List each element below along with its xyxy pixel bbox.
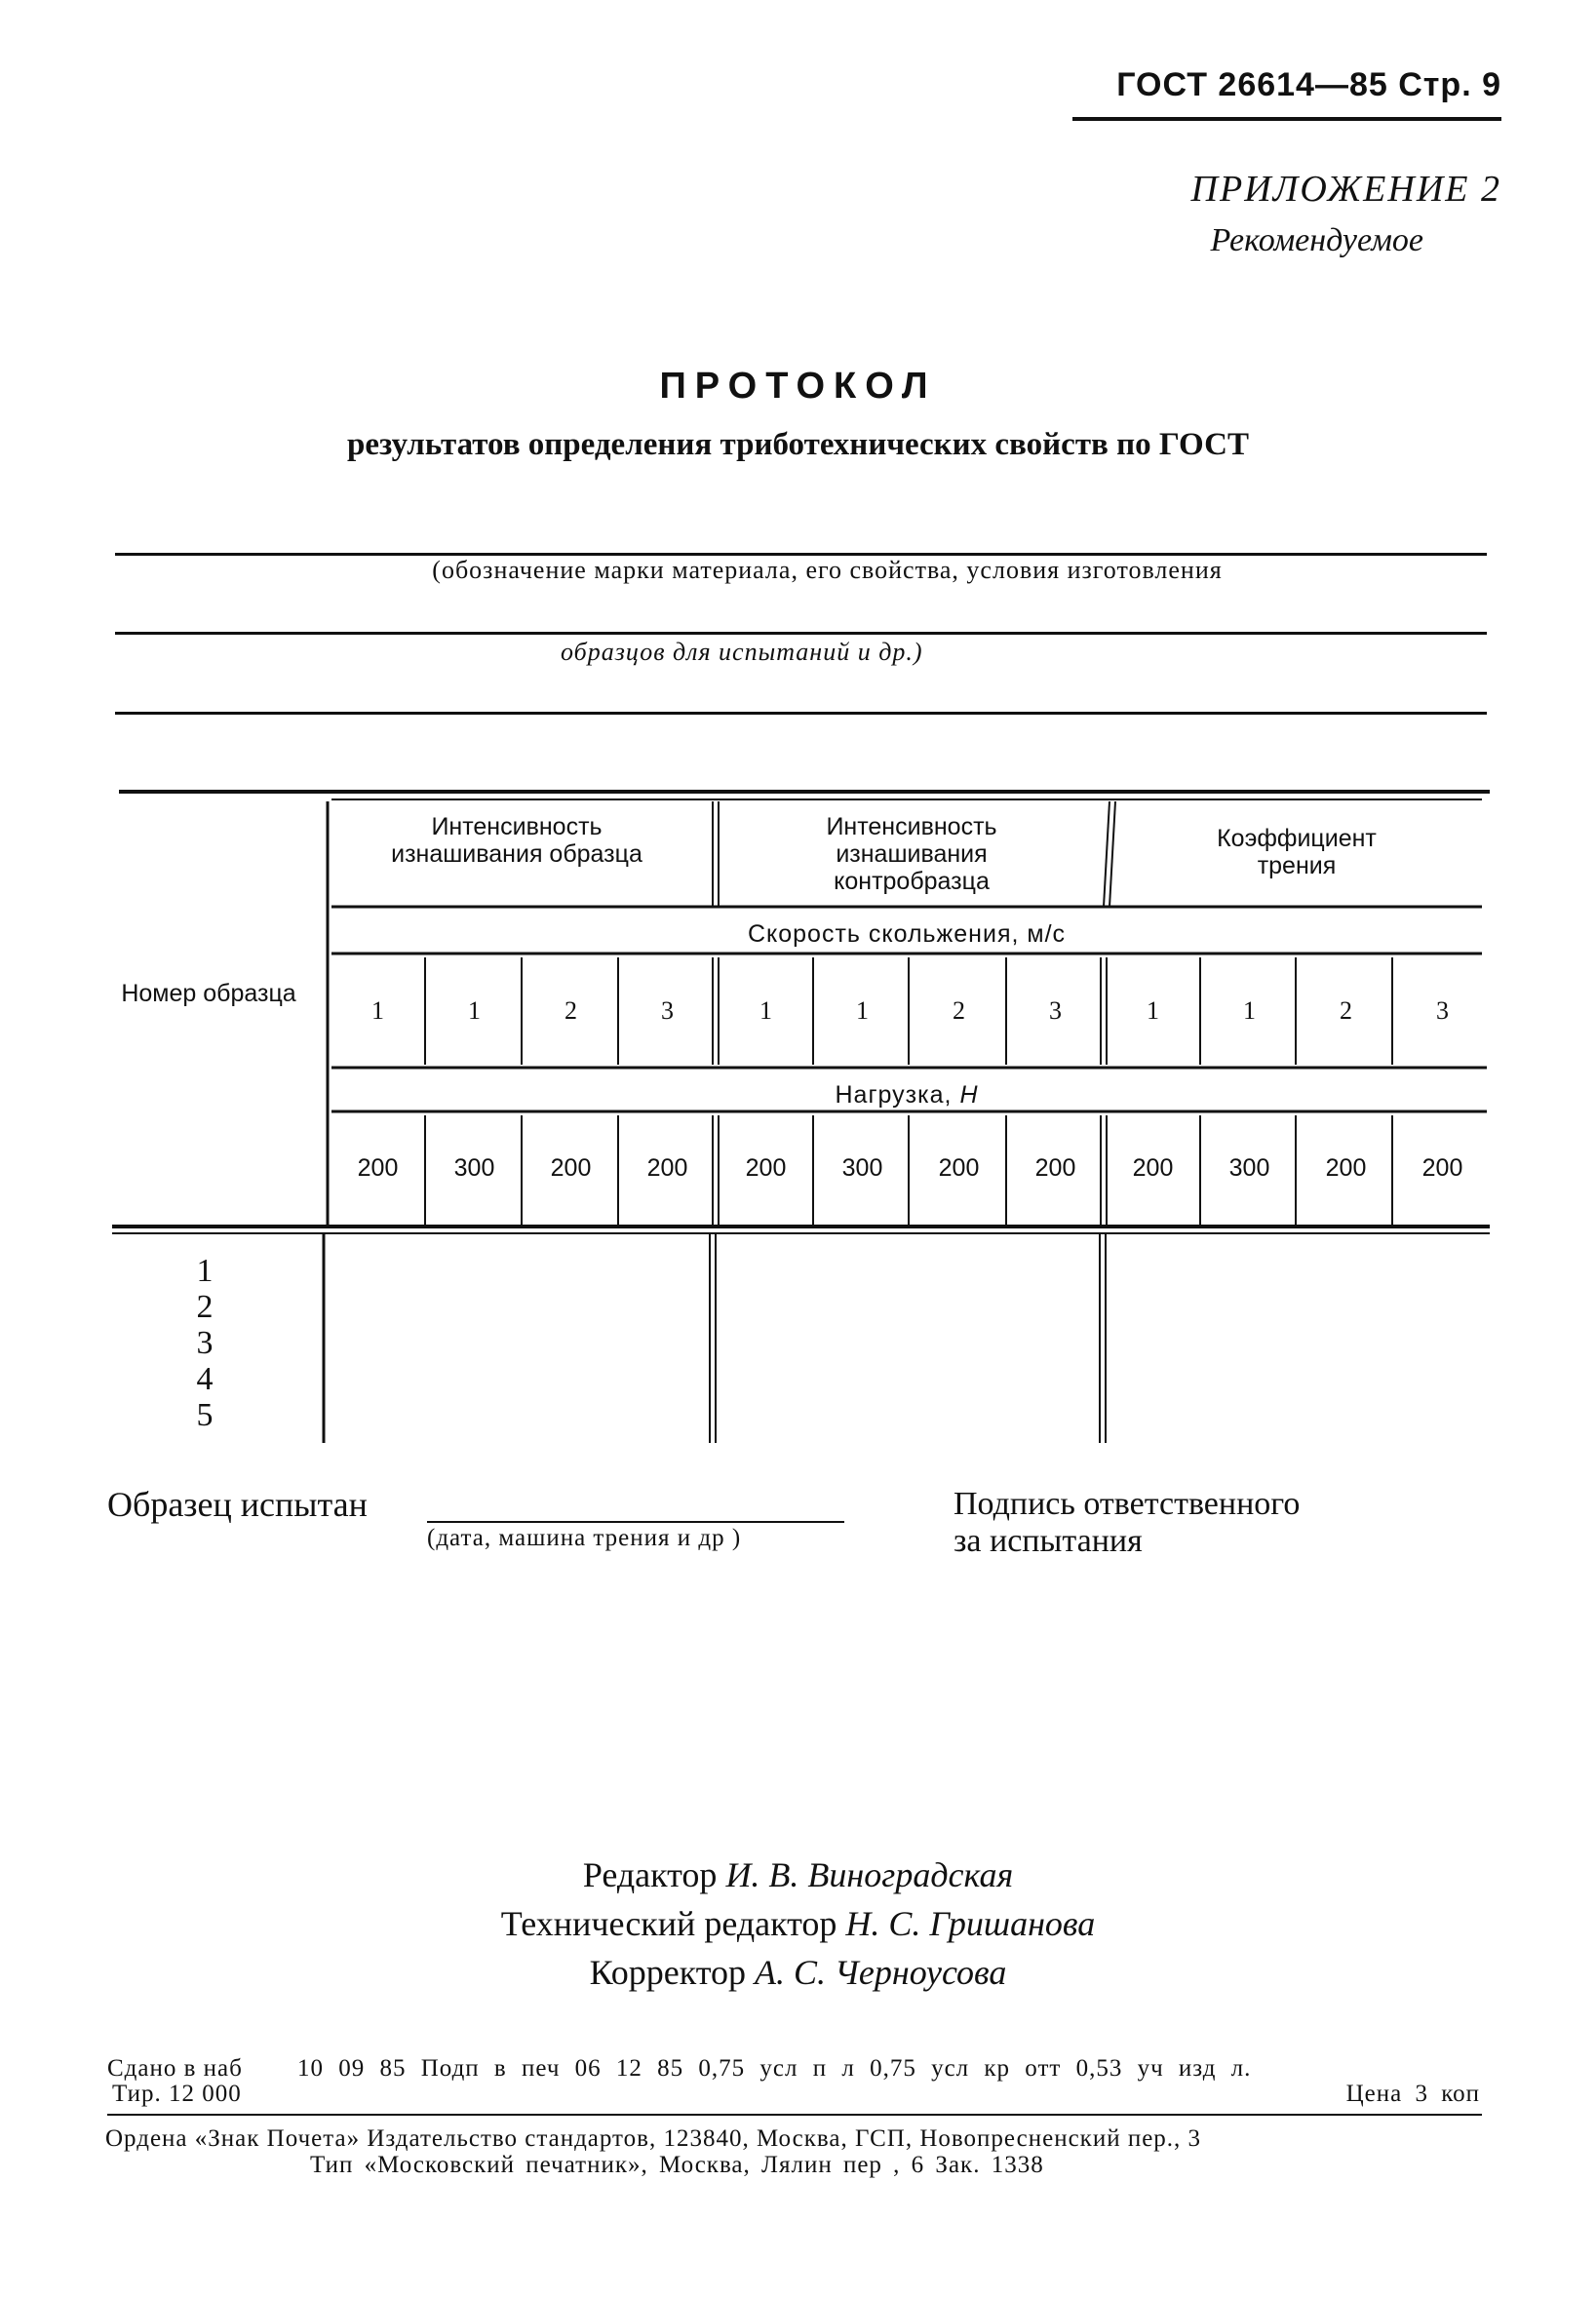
sample-number: 2 <box>196 1289 214 1325</box>
speed-value: 2 <box>564 996 577 1025</box>
responsible-signature-line2: за испытания <box>954 1523 1143 1559</box>
imprint-circulation: Тир. 12 000 <box>112 2081 242 2107</box>
load-value: 200 <box>357 1154 399 1182</box>
load-value: 300 <box>453 1154 495 1182</box>
material-caption-1: (обозначение марки материала, его свойства, условия изготовления <box>432 556 1223 584</box>
sample-number: 3 <box>196 1325 214 1361</box>
speed-value: 1 <box>1147 996 1159 1025</box>
speed-value: 3 <box>1049 996 1062 1025</box>
sample-number: 1 <box>196 1253 214 1289</box>
editor-name: И. В. Виноградская <box>725 1855 1014 1894</box>
tech-editor-name: Н. С. Гришанова <box>845 1904 1096 1943</box>
page-header-standard: ГОСТ 26614—85 Стр. 9 <box>1116 66 1501 103</box>
proofreader-name: А. С. Черноусова <box>755 1953 1007 1992</box>
speed-value: 2 <box>953 996 965 1025</box>
load-value: 200 <box>1325 1154 1367 1182</box>
protocol-subtitle: результатов определения триботехнических свойств по ГОСТ <box>347 427 1249 462</box>
speed-value: 1 <box>759 996 772 1025</box>
load-value: 300 <box>841 1154 883 1182</box>
load-value: 200 <box>1132 1154 1174 1182</box>
imprint-printer: Тип «Московский печатник», Москва, Лялин пер , 6 Зак. 1338 <box>310 2152 1044 2178</box>
credit-proofreader <box>0 1952 1596 1993</box>
speed-value: 1 <box>468 996 481 1025</box>
load-value: 200 <box>745 1154 787 1182</box>
group-header-friction: Коэффициент трения <box>1217 825 1377 879</box>
credit-editor <box>0 1854 1596 1895</box>
load-value: 200 <box>1034 1154 1076 1182</box>
row-header-sample-number: Номер образца <box>121 980 296 1007</box>
group-header-counter-wear: Интенсивность изнашивания контробразца <box>826 813 997 895</box>
load-value: 200 <box>938 1154 980 1182</box>
sample-number: 5 <box>196 1397 214 1433</box>
responsible-signature-line1: Подпись ответственного <box>954 1486 1301 1522</box>
tested-label: Образец испытан <box>107 1485 368 1524</box>
editor-role: Редактор <box>582 1855 718 1894</box>
load-unit: Н <box>959 1081 979 1109</box>
speed-value: 3 <box>1436 996 1449 1025</box>
speed-value: 1 <box>856 996 869 1025</box>
tested-caption: (дата, машина трения и др ) <box>427 1525 742 1551</box>
speed-value: 1 <box>1243 996 1256 1025</box>
load-value: 200 <box>550 1154 592 1182</box>
imprint-submitted: Сдано в наб <box>107 2055 243 2082</box>
group-header-sample-wear: Интенсивность изнашивания образца <box>391 813 642 868</box>
imprint-publisher: Ордена «Знак Почета» Издательство стандартов, 123840, Москва, ГСП, Новопресненский пер., 3 <box>105 2125 1202 2152</box>
load-label-text: Нагрузка, <box>835 1081 953 1109</box>
credit-tech-editor <box>0 1903 1596 1944</box>
speed-value: 3 <box>661 996 674 1025</box>
load-value: 300 <box>1228 1154 1270 1182</box>
tested-blank-line <box>427 1521 844 1523</box>
appendix-label: ПРИЛОЖЕНИЕ 2 <box>1190 169 1501 210</box>
imprint-print-details: 10 09 85 Подп в печ 06 12 85 0,75 усл п л 0,75 усл кр отт 0,53 уч изд л. <box>297 2055 1252 2082</box>
speed-value: 1 <box>371 996 384 1025</box>
sample-number: 4 <box>196 1361 214 1397</box>
recommended-label: Рекомендуемое <box>1210 222 1423 258</box>
load-value: 200 <box>646 1154 688 1182</box>
protocol-title: ПРОТОКОЛ <box>659 366 937 407</box>
proofreader-role: Корректор <box>589 1953 747 1992</box>
load-label <box>331 1081 1482 1109</box>
speed-label: Скорость скольжения, м/с <box>747 920 1067 948</box>
load-value: 200 <box>1421 1154 1463 1182</box>
imprint-divider <box>107 2114 1482 2116</box>
speed-value: 2 <box>1340 996 1352 1025</box>
tech-editor-role: Технический редактор <box>500 1904 837 1943</box>
material-caption-2: образцов для испытаний и др.) <box>561 638 923 666</box>
imprint-price: Цена 3 коп <box>1345 2081 1480 2107</box>
